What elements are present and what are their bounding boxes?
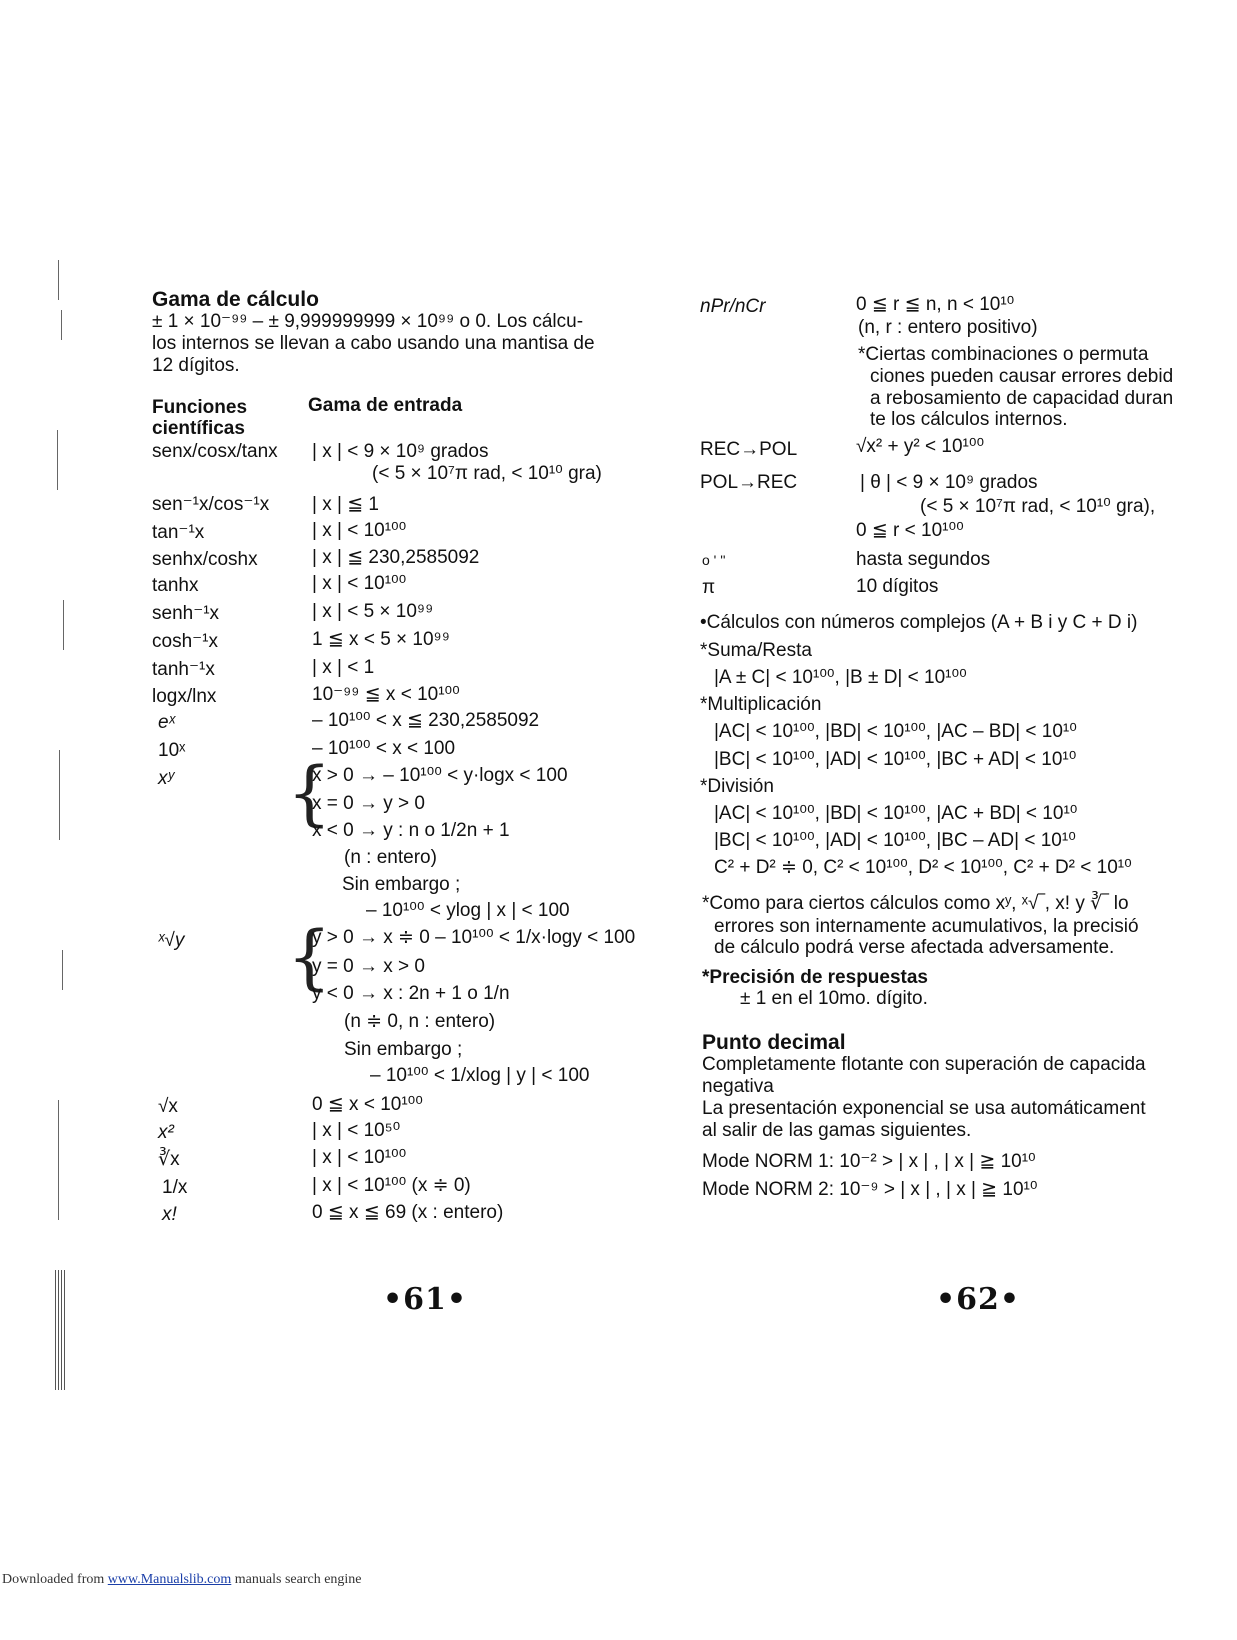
function-range: | x | < 10⁵⁰ xyxy=(312,1120,401,1141)
function-name: 10ˣ xyxy=(158,740,186,761)
note-line: a rebosamiento de capacidad duran xyxy=(870,388,1174,409)
intro-line: 12 dígitos. xyxy=(152,355,240,376)
function-range: √x² + y² < 10¹⁰⁰ xyxy=(856,436,985,457)
function-range: | x | < 10¹⁰⁰ xyxy=(312,573,407,594)
subsection-title: *Multiplicación xyxy=(700,694,822,715)
condition-line: |AC| < 10¹⁰⁰, |BD| < 10¹⁰⁰, |AC – BD| < 10¹⁰ xyxy=(714,721,1077,742)
section-title: Punto decimal xyxy=(702,1031,846,1054)
function-name: x² xyxy=(158,1122,174,1143)
function-range: 1 ≦ x < 5 × 10⁹⁹ xyxy=(312,629,450,650)
function-range: 0 ≦ r ≦ n, n < 10¹⁰ xyxy=(856,294,1015,315)
note-line: *Como para ciertos cálculos como xʸ, ˣ√‾, x! y ∛‾ lo xyxy=(702,893,1129,914)
function-name: tanh⁻¹x xyxy=(152,659,215,680)
column-header-range: Gama de entrada xyxy=(308,395,463,416)
function-note: (n : entero) xyxy=(344,847,437,868)
function-name: REC→POL xyxy=(700,439,798,460)
function-name: senhx/coshx xyxy=(152,549,258,570)
column-header-functions: Funciones xyxy=(152,397,248,418)
condition-line: Mode NORM 1: 10⁻² > | x | , | x | ≧ 10¹⁰ xyxy=(702,1151,1036,1172)
function-name: 1/x xyxy=(162,1177,188,1198)
footer xyxy=(2,1572,362,1588)
function-note: Sin embargo ; xyxy=(344,1039,463,1060)
section-title: •Cálculos con números complejos (A + B i y C + D i) xyxy=(700,612,1138,633)
function-range: | x | < 5 × 10⁹⁹ xyxy=(312,601,434,622)
brace-icon: { xyxy=(287,752,332,834)
note-line: errores son internamente acumulativos, la precisió xyxy=(714,916,1139,937)
condition-line: C² + D² ≑ 0, C² < 10¹⁰⁰, D² < 10¹⁰⁰, C² + D² < 10¹⁰ xyxy=(714,857,1132,878)
condition-line: ± 1 en el 10mo. dígito. xyxy=(740,988,928,1009)
function-range: 0 ≦ x ≦ 69 (x : entero) xyxy=(312,1202,504,1223)
function-name: senh⁻¹x xyxy=(152,603,220,624)
subsection-title: *Suma/Resta xyxy=(700,640,812,661)
function-range: | θ | < 9 × 10⁹ grados xyxy=(860,472,1038,493)
column-header-functions: científicas xyxy=(152,418,245,439)
function-range: | x | < 10¹⁰⁰ xyxy=(312,520,407,541)
function-name: π xyxy=(702,577,716,598)
note-line: *Ciertas combinaciones o permuta xyxy=(858,344,1149,365)
paragraph-line: negativa xyxy=(702,1076,774,1097)
page-title: Gama de cálculo xyxy=(152,288,319,311)
function-range: 0 ≦ x < 10¹⁰⁰ xyxy=(312,1094,423,1115)
note-line: te los cálculos internos. xyxy=(870,409,1068,430)
function-name: tanhx xyxy=(152,575,199,596)
function-note: – 10¹⁰⁰ < ylog | x | < 100 xyxy=(366,900,570,921)
function-range: – 10¹⁰⁰ < x ≦ 230,2585092 xyxy=(312,710,540,731)
function-range: y = 0 → x > 0 xyxy=(312,956,425,977)
function-name: nPr/nCr xyxy=(700,296,766,317)
function-range: | x | ≦ 1 xyxy=(312,494,379,515)
condition-line: |A ± C| < 10¹⁰⁰, |B ± D| < 10¹⁰⁰ xyxy=(714,667,967,688)
function-range: | x | < 9 × 10⁹ grados xyxy=(312,441,489,462)
function-name: cosh⁻¹x xyxy=(152,631,218,652)
brace-icon: { xyxy=(287,916,332,998)
function-name: eˣ xyxy=(158,712,175,733)
condition-line: Mode NORM 2: 10⁻⁹ > | x | , | x | ≧ 10¹⁰ xyxy=(702,1179,1038,1200)
footer-suffix: manuals search engine xyxy=(231,1572,362,1587)
subsection-title: *Precisión de respuestas xyxy=(702,967,928,988)
page-number: •61• xyxy=(383,1282,468,1317)
function-name: logx/lnx xyxy=(152,686,217,707)
function-range: | x | ≦ 230,2585092 xyxy=(312,547,480,568)
binding-edge-artifact xyxy=(55,250,67,1640)
function-name: x! xyxy=(162,1204,177,1225)
intro-line: ± 1 × 10⁻⁹⁹ – ± 9,999999999 × 10⁹⁹ o 0. Los cálcu- xyxy=(152,311,584,332)
function-range: x < 0 → y : n o 1/2n + 1 xyxy=(312,820,510,841)
note-line: ciones pueden causar errores debid xyxy=(870,366,1174,387)
condition-line: |BC| < 10¹⁰⁰, |AD| < 10¹⁰⁰, |BC – AD| < 10¹⁰ xyxy=(714,830,1076,851)
paragraph-line: Completamente flotante con superación de capacida xyxy=(702,1054,1146,1075)
function-range: y > 0 → x ≑ 0 – 10¹⁰⁰ < 1/x·logy < 100 xyxy=(312,927,636,948)
function-range: 10 dígitos xyxy=(856,576,939,597)
function-name: sen⁻¹x/cos⁻¹x xyxy=(152,494,270,515)
condition-line: |BC| < 10¹⁰⁰, |AD| < 10¹⁰⁰, |BC + AD| < 10¹⁰ xyxy=(714,749,1077,770)
function-name: senx/cosx/tanx xyxy=(152,441,278,462)
function-name: ∛x xyxy=(158,1149,180,1170)
function-range: hasta segundos xyxy=(856,549,991,570)
function-note: Sin embargo ; xyxy=(342,874,461,895)
function-range: x = 0 → y > 0 xyxy=(312,793,425,814)
function-range: 0 ≦ r < 10¹⁰⁰ xyxy=(856,520,964,541)
paragraph-line: La presentación exponencial se usa automáticament xyxy=(702,1098,1146,1119)
function-range: x > 0 → – 10¹⁰⁰ < y·logx < 100 xyxy=(312,765,568,786)
function-note: – 10¹⁰⁰ < 1/xlog | y | < 100 xyxy=(370,1065,590,1086)
condition-line: |AC| < 10¹⁰⁰, |BD| < 10¹⁰⁰, |AC + BD| < 10¹⁰ xyxy=(714,803,1078,824)
footer-link[interactable]: www.Manualslib.com xyxy=(107,1572,232,1587)
function-name: ˣ√y xyxy=(158,930,185,951)
page-number: •62• xyxy=(936,1282,1021,1317)
function-name: tan⁻¹x xyxy=(152,522,205,543)
function-name: POL→REC xyxy=(700,472,798,493)
footer-prefix: Downloaded from xyxy=(2,1572,108,1587)
function-range: y < 0 → x : 2n + 1 o 1/n xyxy=(312,983,510,1004)
function-note: (n ≑ 0, n : entero) xyxy=(344,1011,496,1032)
note-line: de cálculo podrá verse afectada adversamente. xyxy=(714,937,1115,958)
subsection-title: *División xyxy=(700,776,774,797)
function-name: √x xyxy=(158,1096,178,1117)
function-range: (n, r : entero positivo) xyxy=(858,317,1038,338)
function-name: o ' '' xyxy=(702,552,726,568)
intro-line: los internos se llevan a cabo usando una mantisa de xyxy=(152,333,595,354)
function-range: | x | < 1 xyxy=(312,657,375,678)
paragraph-line: al salir de las gamas siguientes. xyxy=(702,1120,972,1141)
function-range: | x | < 10¹⁰⁰ (x ≑ 0) xyxy=(312,1175,471,1196)
function-range: (< 5 × 10⁷π rad, < 10¹⁰ gra), xyxy=(920,496,1156,517)
function-range: | x | < 10¹⁰⁰ xyxy=(312,1147,407,1168)
function-name: xʸ xyxy=(158,768,175,789)
function-range: – 10¹⁰⁰ < x < 100 xyxy=(312,738,456,759)
function-range: (< 5 × 10⁷π rad, < 10¹⁰ gra) xyxy=(372,463,602,484)
function-range: 10⁻⁹⁹ ≦ x < 10¹⁰⁰ xyxy=(312,684,460,705)
